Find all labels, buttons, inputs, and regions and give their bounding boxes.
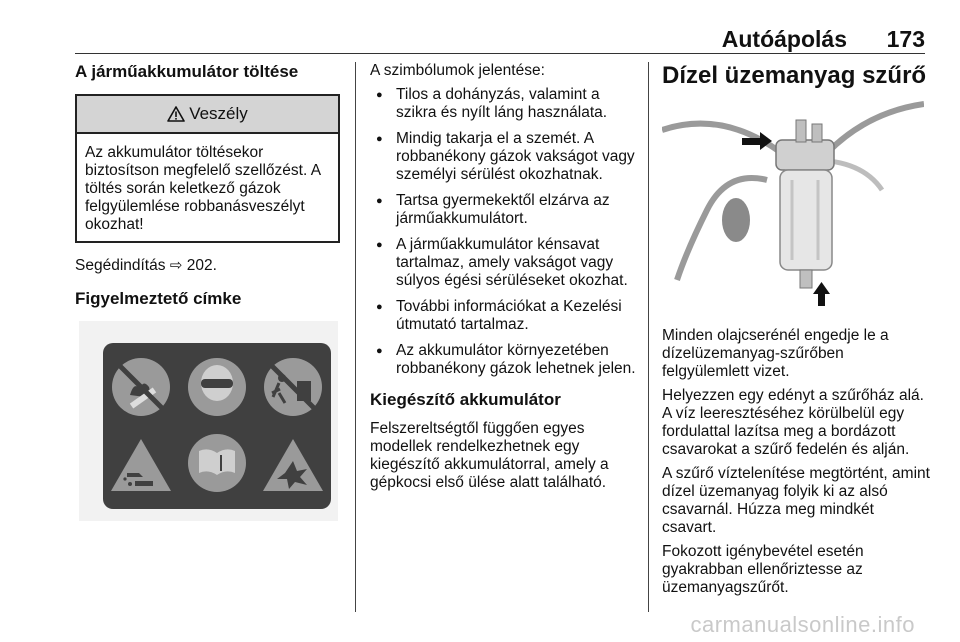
ref-text: Segédindítás (75, 257, 166, 274)
chapter-title: Autóápolás (721, 26, 847, 52)
keep-children-away-symbol-icon (264, 358, 322, 416)
reference-arrow-icon: ⇨ (169, 257, 183, 274)
eye-protection-symbol-icon (188, 358, 246, 416)
list-item: ● Az akkumulátor környezetében robbanékony gázok lehetnek jelen. (370, 342, 638, 378)
paragraph: Fokozott igénybevétel esetén gyakrabban ellenőriztesse az üzemanyagszűrőt. (662, 543, 864, 596)
paragraph: Helyezzen egy edényt a szűrőház alá. A víz leeresztéséhez körülbelül egy fordulattal lazítsa meg a bordázott csavarokat a szűrő fedelén és alján. (662, 387, 924, 458)
column-middle (370, 62, 638, 492)
column-divider (355, 62, 356, 612)
section-title-diesel-filter: Dízel üzemanyag szűrő (662, 62, 927, 89)
read-manual-symbol-icon (188, 434, 246, 492)
warning-label-illustration (75, 321, 340, 521)
warning-triangle-icon (167, 106, 185, 122)
page-header (75, 26, 925, 56)
list-item: ● További információkat a Kezelési útmutató tartalmaz. (370, 298, 638, 334)
list-item: ● Tilos a dohányzás, valamint a szikra és nyílt láng használata. (370, 86, 638, 122)
diesel-filter-illustration (662, 100, 924, 312)
watermark: carmanualsonline.info (690, 612, 915, 637)
aux-battery-text: Felszereltségtől függően egyes modellek rendelkezhetnek egy kiegészítő akkumulátorral, amely a gépkocsi első ülése alatt található. (370, 420, 609, 491)
section-title-label: Figyelmeztető címke (75, 289, 242, 308)
no-smoking-symbol-icon (112, 358, 170, 416)
warning-title: Veszély (189, 104, 248, 123)
symbols-list (370, 86, 638, 378)
warning-header (77, 96, 338, 134)
paragraph: A szűrő víztelenítése megtörtént, amint dízel üzemanyag folyik ki az alsó csavarnál. Húzza meg mindkét csavart. (662, 465, 930, 536)
page-number: 173 (886, 26, 925, 52)
section-title-charging: A járműakkumulátor töltése (75, 62, 299, 81)
list-item: ● A járműakkumulátor kénsavat tartalmaz, amely vakságot vagy súlyos égési sérüléseket okozhat. (370, 236, 638, 290)
cross-reference (75, 257, 340, 275)
column-divider (648, 62, 649, 612)
ref-page: 202. (186, 257, 217, 274)
list-item: ● Tartsa gyermekektől elzárva az járműakkumulátort. (370, 192, 638, 228)
column-left (75, 62, 340, 526)
list-item: ● Mindig takarja el a szemét. A robbanékony gázok vakságot vagy személyi sérülést okozhatnak. (370, 130, 638, 184)
warning-text: Az akkumulátor töltésekor biztosítson megfelelő szellőzést. A töltés során keletkező gázok felgyülemlése robbanásveszélyt okozhat! (85, 144, 321, 233)
warning-box (75, 94, 340, 243)
column-right (662, 62, 930, 597)
section-title-aux-battery: Kiegészítő akkumulátor (370, 390, 561, 409)
paragraph: Minden olajcserénél engedje le a dízelüzemanyag-szűrőben felgyülemlett vizet. (662, 327, 889, 380)
header-rule (75, 53, 925, 54)
symbols-intro: A szimbólumok jelentése: (370, 62, 545, 79)
